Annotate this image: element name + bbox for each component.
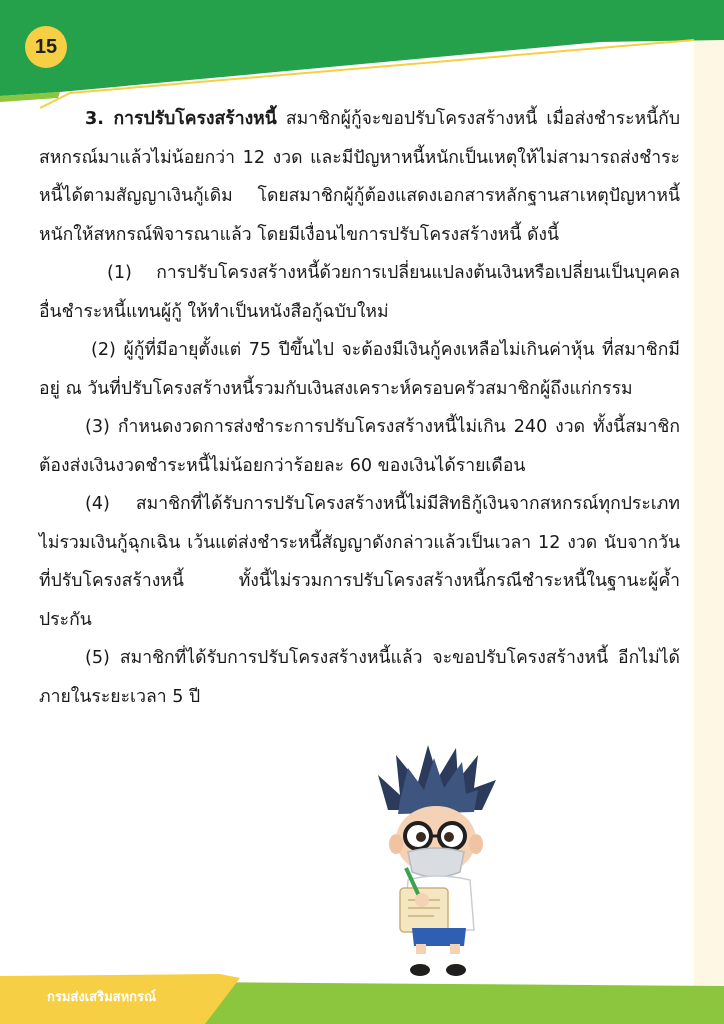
header-band xyxy=(0,0,724,110)
right-margin-band xyxy=(694,0,724,1024)
condition-1: (1) การปรับโครงสร้างหนี้ด้วยการเปลี่ยนแปลงต้นเงินหรือเปลี่ยนเป็นบุคคลอื่นชำระหนี้แทนผู้กู้ ให้ทำเป็นหนังสือกู้ฉบับใหม่ xyxy=(39,263,680,322)
page-number-badge: 15 xyxy=(25,26,67,68)
section-intro: สมาชิกผู้กู้จะขอปรับโครงสร้างหนี้ เมื่อส่งชำระหนี้กับสหกรณ์มาแล้วไม่น้อยกว่า 12 งวด และมีปัญหาหนี้หนักเป็นเหตุให้ไม่สามารถส่งชำระหนี้ได้ตามสัญญาเงินกู้เดิม โดยสมาชิกผู้กู้ต้องแสดงเอกสารหลักฐานสาเหตุปัญหาหนี้หนักให้สหกรณ์พิจารณาแล้ว โดยมีเงื่อนไขการปรับโครงสร้างหนี้ ดังนี้ xyxy=(39,109,680,245)
main-content xyxy=(39,100,680,716)
condition-2: (2) ผู้กู้ที่มีอายุตั้งแต่ 75 ปีขึ้นไป จะต้องมีเงินกู้คงเหลือไม่เกินค่าหุ้น ที่สมาชิกมีอยู่ ณ วันที่ปรับโครงสร้างหนี้รวมกับเงินสงเคราะห์ครอบครัวสมาชิกผู้ถึงแก่กรรม xyxy=(39,340,680,399)
boy-mascot-icon xyxy=(378,740,500,980)
footer-department: กรมส่งเสริมสหกรณ์ xyxy=(47,989,157,1004)
section-title: 3. การปรับโครงสร้างหนี้ xyxy=(85,109,277,129)
condition-5: (5) สมาชิกที่ได้รับการปรับโครงสร้างหนี้แล้ว จะขอปรับโครงสร้างหนี้ อีกไม่ได้ ภายในระยะเวลา 5 ปี xyxy=(39,648,680,707)
condition-3: (3) กำหนดงวดการส่งชำระการปรับโครงสร้างหนี้ไม่เกิน 240 งวด ทั้งนี้สมาชิกต้องส่งเงินงวดชำระหนี้ไม่น้อยกว่าร้อยละ 60 ของเงินได้รายเดือน xyxy=(39,417,680,476)
condition-4: (4) สมาชิกที่ได้รับการปรับโครงสร้างหนี้ไม่มีสิทธิกู้เงินจากสหกรณ์ทุกประเภท ไม่รวมเงินกู้ฉุกเฉิน เว้นแต่ส่งชำระหนี้สัญญาดังกล่าวแล้วเป็นเวลา 12 งวด นับจากวันที่ปรับโครงสร้างหนี้ ทั้งนี้ไม่รวมการปรับโครงสร้างหนี้กรณีชำระหนี้ในฐานะผู้ค้ำประกัน xyxy=(39,494,680,630)
section-paragraph xyxy=(39,100,680,254)
